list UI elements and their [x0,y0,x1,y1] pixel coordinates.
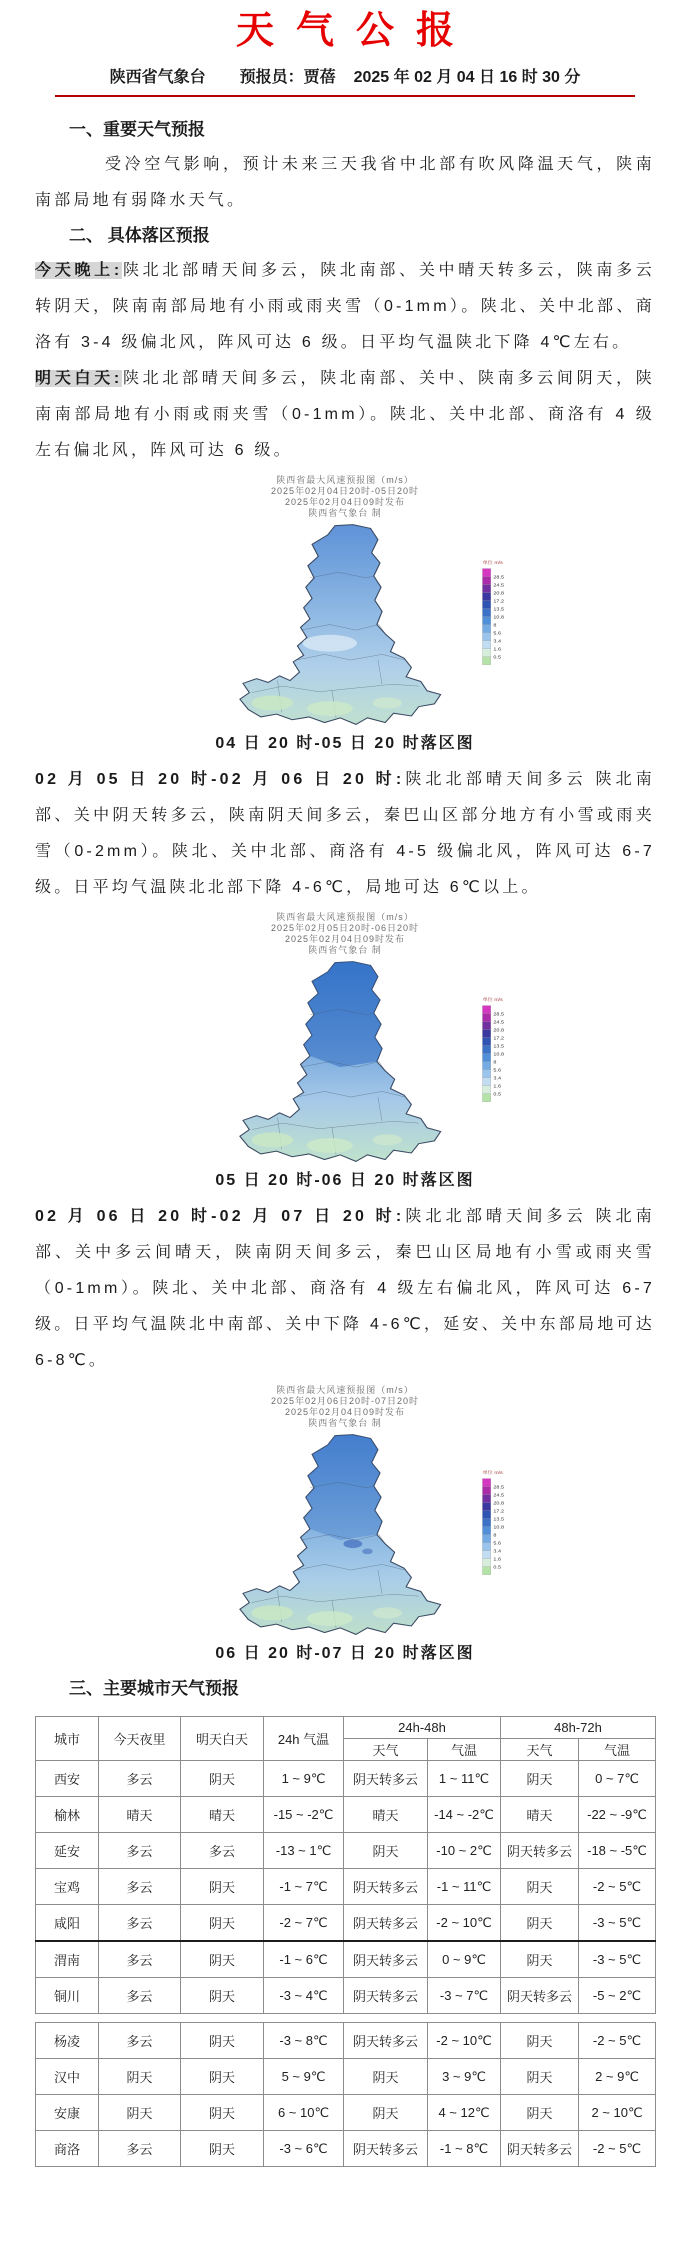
svg-text:3.4: 3.4 [492,1075,501,1082]
svg-text:3.4: 3.4 [492,638,501,645]
tomorrow-label: 明天白天: [35,370,123,387]
tonight-weather-cell: 多云 [99,1869,181,1905]
temp-24h-48h-cell: -14 ~ -2℃ [428,1797,501,1833]
svg-text:3.4: 3.4 [492,1548,501,1555]
col-header-24h-48h: 24h-48h [344,1717,501,1739]
svg-text:24.5: 24.5 [492,1019,504,1026]
svg-text:5.6: 5.6 [492,630,501,637]
svg-text:24.5: 24.5 [492,582,504,589]
forecast-map-figure-3 [35,1385,655,1668]
temp-24h-48h-cell: -1 ~ 11℃ [428,1869,501,1905]
tomorrow-weather-cell: 阴天 [181,1978,264,2014]
city-name-cell: 西安 [36,1761,99,1797]
temp-24h-48h-cell: -3 ~ 7℃ [428,1978,501,2014]
table-row [36,2131,656,2167]
temp-24h-cell: 1 ~ 9℃ [264,1761,344,1797]
meta-station: 陕西省气象台 [109,69,206,86]
city-name-cell: 咸阳 [36,1905,99,1942]
weather-24h-48h-cell: 阴天转多云 [344,1761,428,1797]
svg-text:单位 m/s: 单位 m/s [481,998,503,1003]
period-text-0607: 陕北北部晴天间多云 陕北南部、关中多云间晴天，陕南阴天间多云，秦巴山区局地有小雪或雨夹雪（0-1mm）。陕北、关中北部、商洛有 4 级左右偏北风，阵风可达 6-7 级。日平均气温陕北中南部、关中下降 4-6℃，延安、关中东部局地可达 6-8℃。 [35,1208,655,1369]
svg-text:28.5: 28.5 [492,574,504,581]
forecast-map-figure-1 [35,475,655,758]
temp-24h-cell: -3 ~ 8℃ [264,2023,344,2059]
svg-text:单位 m/s: 单位 m/s [481,1471,503,1476]
map-3-caption: 06 日 20 时-07 日 20 时落区图 [215,1645,475,1662]
city-name-cell: 商洛 [36,2131,99,2167]
table-row [36,1797,656,1833]
svg-text:10.8: 10.8 [492,1051,504,1058]
table-header-row-1 [36,1717,656,1739]
map-1-title-line: 陕西省最大风速预报图（m/s） [276,475,414,485]
temp-48h-72h-cell: 2 ~ 9℃ [579,2059,656,2095]
svg-text:20.8: 20.8 [492,1027,504,1034]
col-header-temp: 气温 [428,1739,501,1761]
period-label-0506: 02 月 05 日 20 时-02 月 06 日 20 时: [35,771,405,788]
tonight-weather-cell: 多云 [99,1905,181,1942]
svg-text:8: 8 [492,622,496,629]
tonight-weather-cell: 多云 [99,1941,181,1978]
city-name-cell: 铜川 [36,1978,99,2014]
tonight-weather-cell: 多云 [99,1833,181,1869]
col-header-temp: 气温 [579,1739,656,1761]
map-3-title-line: 陕西省气象台 制 [308,1418,382,1428]
map-3-title-line: 2025年02月04日09时发布 [284,1407,406,1417]
temp-48h-72h-cell: -5 ~ 2℃ [579,1978,656,2014]
temp-24h-48h-cell: 4 ~ 12℃ [428,2095,501,2131]
tonight-weather-cell: 多云 [99,2023,181,2059]
weather-24h-48h-cell: 阴天转多云 [344,1941,428,1978]
city-rows-band-2 [36,1941,656,2014]
weather-48h-72h-cell: 阴天 [501,2095,579,2131]
svg-text:1.6: 1.6 [492,1083,501,1090]
map-2-title-block [35,912,655,956]
temp-24h-48h-cell: 3 ~ 9℃ [428,2059,501,2095]
tomorrow-weather-cell: 阴天 [181,1905,264,1942]
tomorrow-weather-cell: 阴天 [181,2131,264,2167]
temp-48h-72h-cell: -2 ~ 5℃ [579,2023,656,2059]
svg-text:5.6: 5.6 [492,1540,501,1547]
city-name-cell: 杨凌 [36,2023,99,2059]
tomorrow-weather-cell: 阴天 [181,2095,264,2131]
city-name-cell: 榆林 [36,1797,99,1833]
weather-24h-48h-cell: 阴天转多云 [344,1978,428,2014]
city-name-cell: 宝鸡 [36,1869,99,1905]
meta-datetime: 2025 年 02 月 04 日 16 时 30 分 [353,69,581,86]
map-1-title-line: 2025年02月04日20时-05日20时 [270,486,420,496]
city-forecast-table [35,1716,656,2014]
section-1-heading: 一、重要天气预报 [69,120,205,139]
period-label-0607: 02 月 06 日 20 时-02 月 07 日 20 时: [35,1208,405,1225]
weather-48h-72h-cell: 阴天 [501,2059,579,2095]
weather-48h-72h-cell: 阴天转多云 [501,1978,579,2014]
svg-text:1.6: 1.6 [492,646,501,653]
tonight-weather-cell: 阴天 [99,2095,181,2131]
temp-24h-48h-cell: 0 ~ 9℃ [428,1941,501,1978]
city-name-cell: 延安 [36,1833,99,1869]
tomorrow-text: 陕北北部晴天间多云，陕北南部、关中、陕南多云间阴天，陕南南部局地有小雨或雨夹雪（0-1mm）。陕北、关中北部、商洛有 4 级左右偏北风，阵风可达 6 级。 [35,370,655,459]
table-row [36,1869,656,1905]
weather-48h-72h-cell: 阴天 [501,1869,579,1905]
temp-24h-48h-cell: 1 ~ 11℃ [428,1761,501,1797]
table-row [36,2023,656,2059]
temp-24h-cell: -1 ~ 6℃ [264,1941,344,1978]
weather-24h-48h-cell: 阴天转多云 [344,1869,428,1905]
forecast-paragraph-0607 [35,1199,655,1379]
city-forecast-table-continued [35,2022,656,2167]
weather-24h-48h-cell: 晴天 [344,1797,428,1833]
map-3-title-line: 2025年02月06日20时-07日20时 [270,1396,420,1406]
svg-text:28.5: 28.5 [492,1484,504,1491]
svg-text:5.6: 5.6 [492,1067,501,1074]
tomorrow-weather-cell: 阴天 [181,1761,264,1797]
weather-24h-48h-cell: 阴天转多云 [344,1905,428,1942]
svg-text:8: 8 [492,1059,496,1066]
city-name-cell: 汉中 [36,2059,99,2095]
map-2-title-line: 2025年02月05日20时-06日20时 [270,923,420,933]
page-title: 天气公报 [235,10,476,52]
meta-forecaster: 预报员：贾蓓 [239,69,336,86]
weather-24h-48h-cell: 阴天 [344,1833,428,1869]
weather-24h-48h-cell: 阴天转多云 [344,2023,428,2059]
svg-text:13.5: 13.5 [492,606,504,613]
section-2-heading: 二、 具体落区预报 [69,226,210,245]
weather-24h-48h-cell: 阴天转多云 [344,2131,428,2167]
weather-48h-72h-cell: 阴天 [501,1941,579,1978]
tomorrow-forecast-paragraph [35,361,655,469]
weather-24h-48h-cell: 阴天 [344,2059,428,2095]
col-header-48h-72h: 48h-72h [501,1717,656,1739]
tomorrow-weather-cell: 晴天 [181,1797,264,1833]
period-text-0506: 陕北北部晴天间多云 陕北南部、关中阴天转多云，陕南阴天间多云，秦巴山区部分地方有小雪或雨夹雪（0-2mm）。陕北、关中北部、商洛有 4-5 级偏北风，阵风可达 6-7 级。日平均气温陕北北部下降 4-6℃，局地可达 6℃以上。 [35,771,655,896]
svg-text:0.5: 0.5 [492,1564,501,1571]
weather-48h-72h-cell: 阴天 [501,1761,579,1797]
col-header-city: 城市 [36,1717,99,1761]
svg-text:8: 8 [492,1532,496,1539]
col-header-weather: 天气 [501,1739,579,1761]
col-header-tomorrow: 明天白天 [181,1717,264,1761]
temp-24h-cell: -13 ~ 1℃ [264,1833,344,1869]
svg-text:单位 m/s: 单位 m/s [481,561,503,566]
map-1-title-line: 陕西省气象台 制 [308,508,382,518]
city-rows-band-3 [36,2023,656,2167]
temp-24h-48h-cell: -2 ~ 10℃ [428,1905,501,1942]
wind-speed-legend [482,559,504,665]
tomorrow-weather-cell: 阴天 [181,1869,264,1905]
table-row [36,2095,656,2131]
svg-text:10.8: 10.8 [492,614,504,621]
weather-48h-72h-cell: 阴天转多云 [501,2131,579,2167]
temp-48h-72h-cell: -3 ~ 5℃ [579,1941,656,1978]
svg-text:20.8: 20.8 [492,1500,504,1507]
svg-text:17.2: 17.2 [492,598,504,605]
temp-24h-48h-cell: -1 ~ 8℃ [428,2131,501,2167]
bulletin-meta-line [55,66,635,97]
svg-text:0.5: 0.5 [492,654,501,661]
temp-24h-48h-cell: -10 ~ 2℃ [428,1833,501,1869]
temp-24h-48h-cell: -2 ~ 10℃ [428,2023,501,2059]
shaanxi-wind-map-3 [173,1430,518,1640]
svg-text:10.8: 10.8 [492,1524,504,1531]
tomorrow-weather-cell: 多云 [181,1833,264,1869]
temp-48h-72h-cell: -18 ~ -5℃ [579,1833,656,1869]
weather-48h-72h-cell: 阴天 [501,1905,579,1942]
weather-bulletin-document [0,8,690,2167]
svg-text:28.5: 28.5 [492,1011,504,1018]
temp-24h-cell: -3 ~ 6℃ [264,2131,344,2167]
forecast-paragraph-0506 [35,762,655,906]
tonight-text: 陕北北部晴天间多云，陕北南部、关中晴天转多云，陕南多云转阴天，陕南南部局地有小雨或雨夹雪（0-1mm）。陕北、关中北部、商洛有 3-4 级偏北风，阵风可达 6 级。日平均气温陕北下降 4℃左右。 [35,262,655,351]
tonight-weather-cell: 多云 [99,2131,181,2167]
table-row [36,1978,656,2014]
temp-24h-cell: -1 ~ 7℃ [264,1869,344,1905]
col-header-tonight: 今天夜里 [99,1717,181,1761]
map-1-caption: 04 日 20 时-05 日 20 时落区图 [215,735,475,752]
temp-24h-cell: -3 ~ 4℃ [264,1978,344,2014]
col-header-temp24: 24h 气温 [264,1717,344,1761]
tomorrow-weather-cell: 阴天 [181,2059,264,2095]
temp-48h-72h-cell: -3 ~ 5℃ [579,1905,656,1942]
map-2-title-line: 2025年02月04日09时发布 [284,934,406,944]
weather-48h-72h-cell: 阴天转多云 [501,1833,579,1869]
city-rows-band-1 [36,1761,656,1942]
forecast-map-figure-2 [35,912,655,1195]
shaanxi-wind-map-1 [173,520,518,730]
svg-text:13.5: 13.5 [492,1043,504,1050]
wind-speed-legend [482,1469,504,1575]
tomorrow-weather-cell: 阴天 [181,1941,264,1978]
col-header-weather: 天气 [344,1739,428,1761]
temp-48h-72h-cell: -2 ~ 5℃ [579,1869,656,1905]
table-row [36,1905,656,1942]
svg-text:13.5: 13.5 [492,1516,504,1523]
tonight-weather-cell: 多云 [99,1761,181,1797]
temp-48h-72h-cell: -22 ~ -9℃ [579,1797,656,1833]
section-3-heading: 三、主要城市天气预报 [69,1679,239,1698]
map-2-title-line: 陕西省气象台 制 [308,945,382,955]
important-forecast-paragraph: 受冷空气影响，预计未来三天我省中北部有吹风降温天气，陕南南部局地有弱降水天气。 [35,156,655,209]
map-3-title-line: 陕西省最大风速预报图（m/s） [276,1385,414,1395]
svg-text:1.6: 1.6 [492,1556,501,1563]
weather-48h-72h-cell: 晴天 [501,1797,579,1833]
map-2-caption: 05 日 20 时-06 日 20 时落区图 [215,1172,475,1189]
temp-24h-cell: -15 ~ -2℃ [264,1797,344,1833]
map-1-title-line: 2025年02月04日09时发布 [284,497,406,507]
tomorrow-weather-cell: 阴天 [181,2023,264,2059]
weather-24h-48h-cell: 阴天 [344,2095,428,2131]
tonight-label: 今天晚上: [35,262,123,279]
temp-24h-cell: -2 ~ 7℃ [264,1905,344,1942]
table-row [36,1941,656,1978]
weather-48h-72h-cell: 阴天 [501,2023,579,2059]
shaanxi-wind-map-2 [173,957,518,1167]
svg-text:17.2: 17.2 [492,1508,504,1515]
tonight-weather-cell: 晴天 [99,1797,181,1833]
tonight-weather-cell: 阴天 [99,2059,181,2095]
svg-text:24.5: 24.5 [492,1492,504,1499]
city-name-cell: 渭南 [36,1941,99,1978]
map-3-title-block [35,1385,655,1429]
table-row [36,1833,656,1869]
svg-text:17.2: 17.2 [492,1035,504,1042]
wind-speed-legend [482,996,504,1102]
svg-text:0.5: 0.5 [492,1091,501,1098]
temp-24h-cell: 6 ~ 10℃ [264,2095,344,2131]
map-2-title-line: 陕西省最大风速预报图（m/s） [276,912,414,922]
svg-text:20.8: 20.8 [492,590,504,597]
map-1-title-block [35,475,655,519]
tonight-forecast-paragraph [35,253,655,361]
temp-48h-72h-cell: 0 ~ 7℃ [579,1761,656,1797]
temp-48h-72h-cell: 2 ~ 10℃ [579,2095,656,2131]
city-name-cell: 安康 [36,2095,99,2131]
temp-48h-72h-cell: -2 ~ 5℃ [579,2131,656,2167]
tonight-weather-cell: 多云 [99,1978,181,2014]
table-row [36,1761,656,1797]
temp-24h-cell: 5 ~ 9℃ [264,2059,344,2095]
table-row [36,2059,656,2095]
